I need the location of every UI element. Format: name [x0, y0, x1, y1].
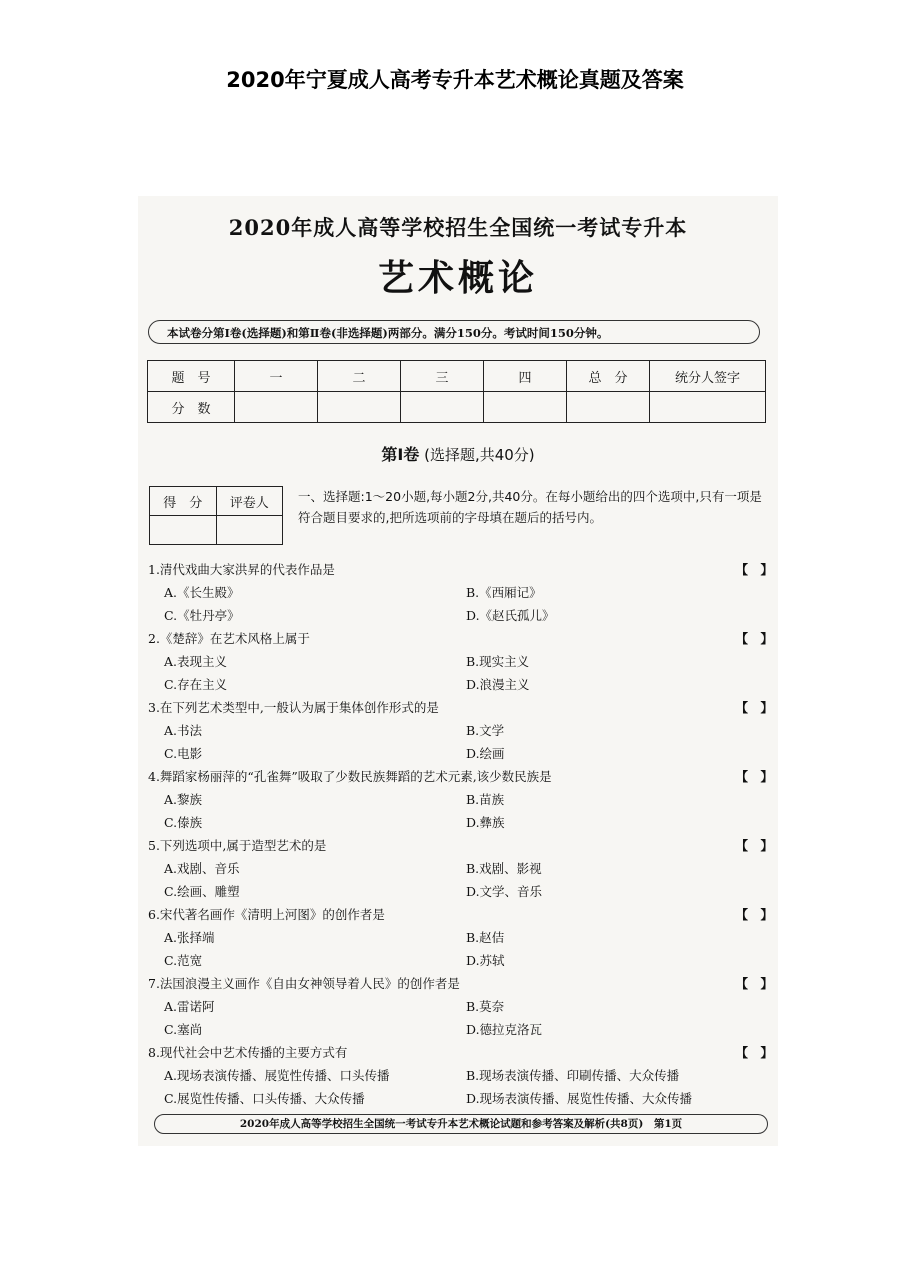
score-table	[147, 360, 766, 423]
question-stem	[148, 696, 773, 719]
score-header-cell: 二	[318, 361, 401, 392]
option-row	[148, 719, 773, 742]
option-d: D.绘画	[466, 746, 505, 761]
question-stem	[148, 627, 773, 650]
answer-bracket: 【 】	[735, 562, 773, 577]
score-cell	[484, 392, 567, 423]
question-stem	[148, 558, 773, 581]
grader-header-score: 得 分	[150, 487, 217, 516]
score-header-cell: 四	[484, 361, 567, 392]
option-a: A.《长生殿》	[164, 585, 240, 600]
option-b: B.现场表演传播、印刷传播、大众传播	[466, 1068, 680, 1083]
option-d: D.彝族	[466, 815, 505, 830]
option-d: D.现场表演传播、展览性传播、大众传播	[466, 1091, 693, 1106]
option-c: C.傣族	[164, 815, 203, 830]
question-text: 6.宋代著名画作《清明上河图》的创作者是	[148, 907, 385, 922]
question-item	[148, 765, 773, 834]
option-c: C.塞尚	[164, 1022, 203, 1037]
question-item	[148, 1041, 773, 1110]
question-stem	[148, 834, 773, 857]
answer-bracket: 【 】	[735, 769, 773, 784]
question-text: 3.在下列艺术类型中,一般认为属于集体创作形式的是	[148, 700, 439, 715]
question-item	[148, 834, 773, 903]
question-stem	[148, 903, 773, 926]
option-c: C.展览性传播、口头传播、大众传播	[164, 1091, 365, 1106]
option-row	[148, 857, 773, 880]
option-d: D.德拉克洛瓦	[466, 1022, 543, 1037]
question-stem	[148, 765, 773, 788]
part-heading-sub: (选择题,共40分)	[424, 446, 535, 464]
grader-table	[149, 486, 283, 545]
option-a: A.雷诺阿	[164, 999, 215, 1014]
option-row	[148, 788, 773, 811]
document-title: 2020年宁夏成人高考专升本艺术概论真题及答案	[226, 68, 684, 92]
question-text: 8.现代社会中艺术传播的主要方式有	[148, 1045, 348, 1060]
exam-notice: 本试卷分第Ⅰ卷(选择题)和第Ⅱ卷(非选择题)两部分。满分150分。考试时间150分钟。	[148, 320, 760, 344]
option-row	[148, 673, 773, 696]
option-a: A.黎族	[164, 792, 203, 807]
exam-page-scan	[138, 196, 778, 1146]
option-c: C.绘画、雕塑	[164, 884, 240, 899]
question-text: 7.法国浪漫主义画作《自由女神领导着人民》的创作者是	[148, 976, 460, 991]
option-b: B.《西厢记》	[466, 585, 542, 600]
question-item	[148, 627, 773, 696]
answer-bracket: 【 】	[735, 631, 773, 646]
option-row	[148, 926, 773, 949]
option-row	[148, 604, 773, 627]
answer-bracket: 【 】	[735, 907, 773, 922]
score-cell	[401, 392, 484, 423]
option-d: D.《赵氏孤儿》	[466, 608, 555, 623]
part-heading-main: 第Ⅰ卷	[381, 445, 420, 464]
option-d: D.文学、音乐	[466, 884, 543, 899]
option-row	[148, 811, 773, 834]
question-text: 1.清代戏曲大家洪昇的代表作品是	[148, 562, 335, 577]
question-item	[148, 558, 773, 627]
option-b: B.赵佶	[466, 930, 505, 945]
question-item	[148, 696, 773, 765]
option-d: D.浪漫主义	[466, 677, 530, 692]
subject-title: 艺术概论	[377, 258, 538, 299]
question-stem	[148, 1041, 773, 1064]
option-row	[148, 949, 773, 972]
answer-bracket: 【 】	[735, 1045, 773, 1060]
option-row	[148, 1064, 773, 1087]
part-heading	[138, 442, 778, 465]
score-row-label: 分 数	[148, 392, 235, 423]
score-cell	[567, 392, 650, 423]
score-table-value-row	[148, 392, 766, 423]
option-row	[148, 1018, 773, 1041]
question-text: 2.《楚辞》在艺术风格上属于	[148, 631, 310, 646]
score-header-cell: 三	[401, 361, 484, 392]
option-a: A.张择端	[164, 930, 215, 945]
grader-cell	[216, 516, 283, 545]
option-c: C.《牡丹亭》	[164, 608, 240, 623]
option-c: C.存在主义	[164, 677, 228, 692]
question-item	[148, 972, 773, 1041]
exam-title: 2020年成人高等学校招生全国统一考试专升本	[228, 215, 688, 240]
option-c: C.电影	[164, 746, 203, 761]
score-header-cell: 一	[235, 361, 318, 392]
question-text: 5.下列选项中,属于造型艺术的是	[148, 838, 327, 853]
option-b: B.莫奈	[466, 999, 505, 1014]
option-row	[148, 880, 773, 903]
option-b: B.戏剧、影视	[466, 861, 542, 876]
option-a: A.戏剧、音乐	[164, 861, 240, 876]
answer-bracket: 【 】	[735, 700, 773, 715]
score-table-header-row	[148, 361, 766, 392]
option-row	[148, 742, 773, 765]
option-b: B.苗族	[466, 792, 505, 807]
score-header-cell: 总 分	[567, 361, 650, 392]
score-cell	[318, 392, 401, 423]
option-a: A.书法	[164, 723, 203, 738]
grader-cell	[150, 516, 217, 545]
grader-header-reviewer: 评卷人	[216, 487, 283, 516]
page-footer: 2020年成人高等学校招生全国统一考试专升本艺术概论试题和参考答案及解析(共8页) 第1页	[154, 1114, 768, 1134]
option-row	[148, 1087, 773, 1110]
score-header-cell: 题 号	[148, 361, 235, 392]
score-cell	[650, 392, 766, 423]
section-instructions: 一、选择题:1～20小题,每小题2分,共40分。在每小题给出的四个选项中,只有一项是符合题目要求的,把所选项前的字母填在题后的括号内。	[298, 489, 762, 525]
question-item	[148, 903, 773, 972]
option-row	[148, 581, 773, 604]
score-header-cell: 统分人签字	[650, 361, 766, 392]
option-d: D.苏轼	[466, 953, 505, 968]
question-stem	[148, 972, 773, 995]
option-c: C.范宽	[164, 953, 203, 968]
score-cell	[235, 392, 318, 423]
option-row	[148, 995, 773, 1018]
option-a: A.表现主义	[164, 654, 228, 669]
option-a: A.现场表演传播、展览性传播、口头传播	[164, 1068, 390, 1083]
option-b: B.现实主义	[466, 654, 530, 669]
option-b: B.文学	[466, 723, 505, 738]
answer-bracket: 【 】	[735, 838, 773, 853]
question-text: 4.舞蹈家杨丽萍的“孔雀舞”吸取了少数民族舞蹈的艺术元素,该少数民族是	[148, 769, 552, 784]
option-row	[148, 650, 773, 673]
answer-bracket: 【 】	[735, 976, 773, 991]
